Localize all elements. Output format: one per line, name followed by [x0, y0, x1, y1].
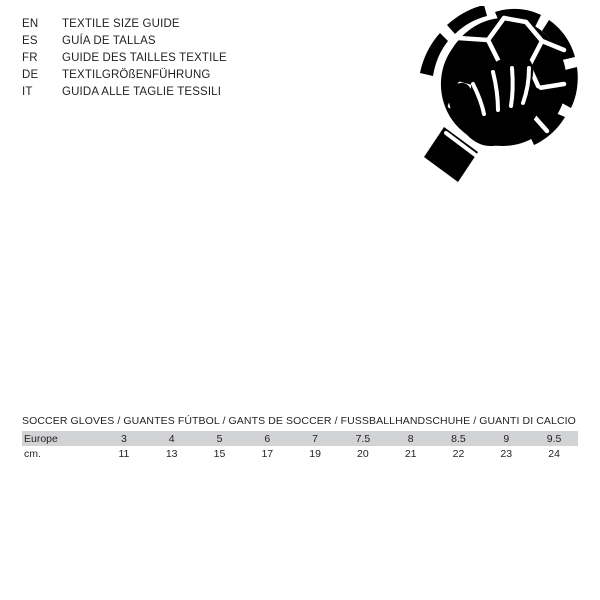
table-cell: 15	[213, 447, 226, 460]
row-label: Europe	[24, 432, 58, 445]
table-cell: 20	[357, 447, 369, 460]
language-legend	[22, 16, 322, 101]
table-cell: 17	[261, 447, 274, 460]
table-cell: 22	[452, 447, 465, 460]
legend-language-text: GUIDA ALLE TAGLIE TESSILI	[62, 86, 222, 98]
legend-language-code: DE	[22, 69, 39, 81]
size-table	[22, 431, 578, 461]
table-cell: 4	[168, 432, 175, 445]
legend-row	[22, 84, 322, 101]
legend-language-text: GUÍA DE TALLAS	[62, 35, 156, 47]
size-table-section	[22, 415, 578, 461]
soccer-glove-and-ball-icon	[392, 6, 582, 196]
legend-language-code: FR	[22, 52, 38, 64]
table-cell: 9.5	[546, 432, 562, 445]
legend-language-code: EN	[22, 18, 39, 30]
table-cell: 24	[548, 447, 560, 460]
size-table-title: SOCCER GLOVES / GUANTES FÚTBOL / GANTS DE SOCCER / FUSSBALLHANDSCHUHE / GUANTI DI CALCIO	[22, 415, 576, 427]
legend-language-text: GUIDE DES TAILLES TEXTILE	[62, 52, 227, 64]
legend-language-code: ES	[22, 35, 38, 47]
legend-row	[22, 67, 322, 84]
table-cell: 7	[312, 432, 318, 445]
table-cell: 8	[407, 432, 414, 445]
table-cell: 7.5	[355, 432, 371, 445]
table-cell: 21	[404, 447, 417, 460]
legend-row	[22, 33, 322, 50]
table-cell: 5	[216, 432, 223, 445]
legend-language-code: IT	[22, 86, 33, 98]
table-cell: 13	[165, 447, 178, 460]
table-cell: 8.5	[451, 432, 466, 445]
table-cell: 9	[503, 432, 510, 445]
table-row	[22, 431, 578, 446]
legend-language-text: TEXTILGRÖßENFÜHRUNG	[62, 69, 211, 81]
table-cell: 23	[500, 447, 513, 460]
legend-language-text: TEXTILE SIZE GUIDE	[62, 18, 180, 30]
table-cell: 6	[264, 432, 271, 445]
table-cell: 19	[309, 447, 321, 460]
table-cell: 3	[120, 432, 127, 445]
row-label: cm.	[24, 447, 41, 460]
table-row	[22, 446, 578, 461]
legend-row	[22, 50, 322, 67]
table-cell: 11	[118, 447, 130, 460]
legend-row	[22, 16, 322, 33]
